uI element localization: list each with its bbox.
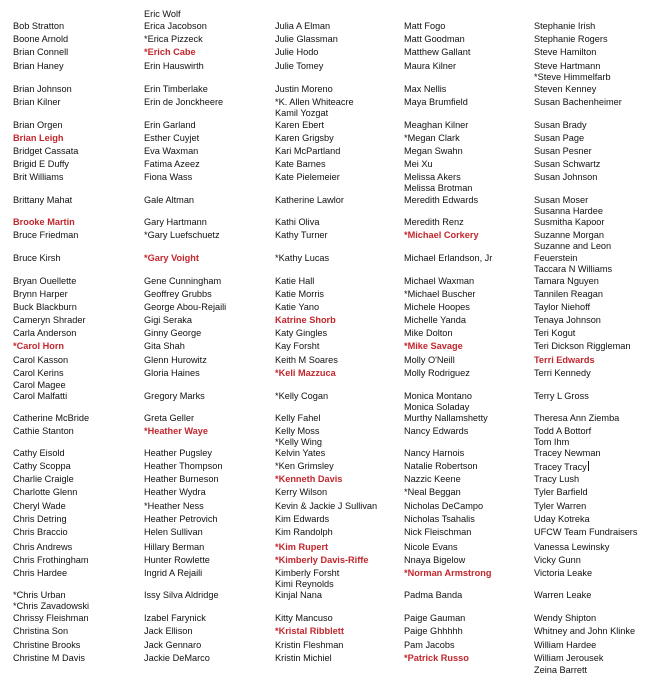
name-entry: Tom Ihm [534, 437, 570, 447]
name-entry: *Neal Beggan [404, 487, 461, 497]
name-entry: Justin Moreno [275, 84, 333, 94]
name-entry: Ginny George [144, 328, 202, 338]
name-entry: Brittany Mahat [13, 195, 73, 205]
name-entry: Bruce Kirsh [13, 253, 61, 263]
name-entry: Greta Geller [144, 413, 195, 423]
name-entry: Padma Banda [404, 590, 463, 600]
name-entry: *Michael Buscher [404, 289, 476, 299]
name-entry: Nazzic Keene [404, 474, 461, 484]
highlighted-name-entry: *Heather Waye [144, 426, 208, 436]
name-entry: Paige Gauman [404, 613, 466, 623]
name-entry: Carol Kerins [13, 368, 64, 378]
name-entry: Vanessa Lewinsky [534, 542, 610, 552]
name-entry: Brian Connell [13, 47, 69, 57]
name-entry: Boone Arnold [13, 34, 69, 44]
highlighted-name-entry: *Erich Cabe [144, 47, 196, 57]
name-entry: Nick Fleischman [404, 527, 472, 537]
name-entry: Paige Ghhhhh [404, 626, 463, 636]
name-entry: Fiona Wass [144, 172, 193, 182]
name-entry: Michele Hoopes [404, 302, 470, 312]
name-entry: Kinjal Nana [275, 590, 322, 600]
name-entry: Matt Goodman [404, 34, 465, 44]
name-entry: Katherine Lawlor [275, 195, 344, 205]
name-entry: Hunter Rowlette [144, 555, 210, 565]
name-entry: Steve Hamilton [534, 47, 597, 57]
name-entry: Cameryn Shrader [13, 315, 86, 325]
highlighted-name-entry: *Gary Voight [144, 253, 199, 263]
name-entry: Tracey Tracy [534, 462, 587, 472]
name-entry: George Abou-Rejaili [144, 302, 227, 312]
name-entry: Maura Kilner [404, 61, 457, 71]
name-entry: Charlie Craigle [13, 474, 74, 484]
name-entry: Gloria Haines [144, 368, 200, 378]
name-entry: Bob Stratton [13, 21, 65, 31]
name-entry: Kristin Fleshman [275, 640, 344, 650]
highlighted-name-entry: Terri Edwards [534, 355, 595, 365]
name-entry: Susan Brady [534, 120, 587, 130]
name-entry: Esther Cuyjet [144, 133, 200, 143]
name-entry: Katy Gingles [275, 328, 328, 338]
name-entry: William Jerousek [534, 653, 604, 663]
name-entry: Nnaya Bigelow [404, 555, 466, 565]
name-entry: Susan Pesner [534, 146, 592, 156]
name-entry: Julie Hodo [275, 47, 319, 57]
name-entry: Tracy Lush [534, 474, 580, 484]
name-entry: Michelle Yanda [404, 315, 466, 325]
name-entry: Tracey Newman [534, 448, 601, 458]
name-entry: Kate Barnes [275, 159, 326, 169]
name-entry: Katie Morris [275, 289, 325, 299]
name-entry: Wendy Shipton [534, 613, 597, 623]
name-entry: Whitney and John Klinke [534, 626, 636, 636]
name-entry: Nicholas Tsahalis [404, 514, 475, 524]
name-entry: Eric Wolf [144, 9, 181, 19]
name-entry: Bryan Ouellette [13, 276, 77, 286]
highlighted-name-entry: Katrine Shorb [275, 315, 336, 325]
name-entry: Erin Garland [144, 120, 196, 130]
highlighted-name-entry: *Mike Savage [404, 341, 463, 351]
name-entry: Brit Williams [13, 172, 64, 182]
name-entry: Glenn Hurowitz [144, 355, 207, 365]
name-entry: Suzanne Morgan [534, 230, 604, 240]
name-entry: Teri Kogut [534, 328, 576, 338]
name-entry: Kim Randolph [275, 527, 333, 537]
name-entry: Gary Hartmann [144, 217, 207, 227]
name-entry: Steven Kenney [534, 84, 597, 94]
name-entry: Tyler Barfield [534, 487, 588, 497]
name-entry: Pam Jacobs [404, 640, 455, 650]
name-entry: *Kelly Wing [275, 437, 322, 447]
name-entry: Brynn Harper [13, 289, 68, 299]
name-entry: *Kathy Lucas [275, 253, 330, 263]
name-entry: Cheryl Wade [13, 501, 66, 511]
name-entry: Meredith Edwards [404, 195, 479, 205]
name-entry: Max Nellis [404, 84, 447, 94]
name-entry: Matthew Gallant [404, 47, 471, 57]
name-entry: Steve Hartmann [534, 61, 601, 71]
name-entry: Cathy Scoppa [13, 461, 71, 471]
name-entry: Julie Glassman [275, 34, 338, 44]
name-entry: *Gary Luefschuetz [144, 230, 220, 240]
name-entry: *Megan Clark [404, 133, 460, 143]
name-entry: UFCW Team Fundraisers [534, 527, 638, 537]
name-entry: Katie Hall [275, 276, 315, 286]
name-entry: Issy Silva Aldridge [144, 590, 219, 600]
name-entry: Kimi Reynolds [275, 579, 334, 589]
name-entry: Megan Swahn [404, 146, 463, 156]
name-entry: Susmitha Kapoor [534, 217, 605, 227]
name-entry: Meaghan Kilner [404, 120, 469, 130]
name-entry: Meredith Renz [404, 217, 464, 227]
name-entry: Kelly Moss [275, 426, 320, 436]
name-entry: Michael Erlandson, Jr [404, 253, 493, 263]
name-entry: Gita Shah [144, 341, 185, 351]
name-entry: Matt Fogo [404, 21, 446, 31]
name-entry: Kristin Michiel [275, 653, 332, 663]
name-entry: Gregory Marks [144, 391, 205, 401]
highlighted-name-entry: *Patrick Russo [404, 653, 469, 663]
highlighted-name-entry: *Norman Armstrong [404, 568, 492, 578]
name-entry: Chris Braccio [13, 527, 68, 537]
name-entry: Erin Hauswirth [144, 61, 204, 71]
name-entry: Brian Orgen [13, 120, 63, 130]
name-entry: *Steve Himmelfarb [534, 72, 611, 82]
name-entry: Jack Gennaro [144, 640, 202, 650]
name-entry: Hillary Berman [144, 542, 205, 552]
name-entry: Stephanie Irish [534, 21, 596, 31]
name-entry: Vicky Gunn [534, 555, 581, 565]
name-entry: Bruce Friedman [13, 230, 79, 240]
name-entry: Kim Edwards [275, 514, 330, 524]
name-entry: Julie Tomey [275, 61, 324, 71]
name-entry: Susan Bachenheimer [534, 97, 622, 107]
name-entry: Izabel Farynick [144, 613, 206, 623]
name-entry: Kate Pielemeier [275, 172, 340, 182]
name-entry: Tamara Nguyen [534, 276, 599, 286]
name-entry: Bridget Cassata [13, 146, 79, 156]
name-entry: Mike Dolton [404, 328, 453, 338]
name-entry: Heather Pugsley [144, 448, 212, 458]
name-entry: Tenaya Johnson [534, 315, 601, 325]
highlighted-name-entry: *Michael Corkery [404, 230, 479, 240]
name-entry: Kathi Oliva [275, 217, 320, 227]
name-entry: Taccara N Williams [534, 264, 613, 274]
name-entry: Brian Kilner [13, 97, 61, 107]
name-entry: Erin Timberlake [144, 84, 208, 94]
name-entry: Kari McPartland [275, 146, 341, 156]
name-entry: Nicole Evans [404, 542, 458, 552]
name-entry: Erin de Jonckheere [144, 97, 224, 107]
name-entry: Taylor Niehoff [534, 302, 591, 312]
name-entry: Michael Waxman [404, 276, 475, 286]
name-entry: *Chris Urban [13, 590, 66, 600]
name-entry: Chris Detring [13, 514, 67, 524]
name-entry: Natalie Robertson [404, 461, 478, 471]
name-entry: Carol Malfatti [13, 391, 68, 401]
name-entry: Nancy Edwards [404, 426, 469, 436]
name-entry: Tannilen Reagan [534, 289, 603, 299]
name-entry: Melissa Brotman [404, 183, 473, 193]
name-entry: Fatima Azeez [144, 159, 200, 169]
name-entry: Jack Ellison [144, 626, 193, 636]
name-entry: Kitty Mancuso [275, 613, 333, 623]
name-entry: Chrissy Fleishman [13, 613, 89, 623]
name-entry: Gene Cunningham [144, 276, 222, 286]
name-entry: Christine M Davis [13, 653, 85, 663]
name-entry: Julia A Elman [275, 21, 331, 31]
name-entry: Geoffrey Grubbs [144, 289, 212, 299]
name-entry: Susan Moser [534, 195, 589, 205]
name-entry: Zeina Barrett [534, 665, 588, 675]
highlighted-name-entry: *Kenneth Davis [275, 474, 343, 484]
name-entry: Brian Haney [13, 61, 64, 71]
name-entry: Suzanne and Leon [534, 241, 612, 251]
highlighted-name-entry: *Kimberly Davis-Riffe [275, 555, 369, 565]
name-entry: Kelvin Yates [275, 448, 326, 458]
highlighted-name-entry: Brooke Martin [13, 217, 75, 227]
name-entry: Carol Magee [13, 380, 66, 390]
name-entry: Kevin & Jackie J Sullivan [275, 501, 378, 511]
name-entry: *Kelly Cogan [275, 391, 329, 401]
name-entry: Susan Page [534, 133, 585, 143]
name-entry: Christina Son [13, 626, 69, 636]
name-entry: Heather Wydra [144, 487, 206, 497]
name-entry: Heather Burneson [144, 474, 219, 484]
name-entry: *Heather Ness [144, 501, 204, 511]
name-entry: *Chris Zavadowski [13, 601, 90, 611]
name-entry: Chris Hardee [13, 568, 68, 578]
name-entry: Monica Montano [404, 391, 472, 401]
name-entry: Catherine McBride [13, 413, 90, 423]
name-entry: Teri Dickson Riggleman [534, 341, 631, 351]
name-entry: Victoria Leake [534, 568, 593, 578]
name-entry: Cathie Stanton [13, 426, 74, 436]
name-entry: Chris Frothingham [13, 555, 89, 565]
name-entry: *Erica Pizzeck [144, 34, 203, 44]
name-entry: Mei Xu [404, 159, 433, 169]
name-entry: Carla Anderson [13, 328, 77, 338]
name-entry: Keith M Soares [275, 355, 338, 365]
name-entry: Christine Brooks [13, 640, 81, 650]
name-entry: Melissa Akers [404, 172, 461, 182]
name-entry: Kerry Wilson [275, 487, 328, 497]
name-entry: Heather Thompson [144, 461, 223, 471]
name-entry: Eva Waxman [144, 146, 199, 156]
name-entry: Karen Ebert [275, 120, 325, 130]
name-entry: Warren Leake [534, 590, 592, 600]
name-entry: Erica Jacobson [144, 21, 207, 31]
name-entry: Brigid E Duffy [13, 159, 69, 169]
name-entry: Katie Yano [275, 302, 320, 312]
name-entry: Jackie DeMarco [144, 653, 210, 663]
name-entry: Buck Blackburn [13, 302, 77, 312]
name-entry: Terri Kennedy [534, 368, 591, 378]
name-entry: Susan Schwartz [534, 159, 601, 169]
highlighted-name-entry: *Kim Rupert [275, 542, 329, 552]
name-entry: Feuerstein [534, 253, 578, 263]
name-entry: Brian Johnson [13, 84, 72, 94]
name-entry: Charlotte Glenn [13, 487, 78, 497]
name-entry: *K. Allen Whiteacre [275, 97, 354, 107]
name-entry: Kamil Yozgat [275, 108, 329, 118]
name-entry: Nancy Harnois [404, 448, 465, 458]
highlighted-name-entry: *Carol Horn [13, 341, 65, 351]
name-entry: Maya Brumfield [404, 97, 468, 107]
name-entry: Terry L Gross [534, 391, 589, 401]
name-entry: Gale Altman [144, 195, 195, 205]
name-entry: Molly Rodriguez [404, 368, 470, 378]
name-entry: William Hardee [534, 640, 597, 650]
name-entry: Karen Grigsby [275, 133, 334, 143]
name-entry: Kathy Turner [275, 230, 328, 240]
highlighted-name-entry: *Keli Mazzuca [275, 368, 336, 378]
name-entry: Molly O'Neill [404, 355, 455, 365]
name-entry: Carol Kasson [13, 355, 69, 365]
name-entry: Murthy Nallamshetty [404, 413, 488, 423]
name-entry: Stephanie Rogers [534, 34, 608, 44]
highlighted-name-entry: *Kristal Ribblett [275, 626, 344, 636]
name-entry: Chris Andrews [13, 542, 73, 552]
name-entry: Heather Petrovich [144, 514, 218, 524]
name-entry: Susan Johnson [534, 172, 598, 182]
name-entry: Tyler Warren [534, 501, 587, 511]
name-entry: Todd A Bottorf [534, 426, 592, 436]
name-entry: Nicholas DeCampo [404, 501, 484, 511]
name-entry: Cathy Eisold [13, 448, 65, 458]
highlighted-name-entry: Brian Leigh [13, 133, 64, 143]
name-entry: Kay Forsht [275, 341, 320, 351]
name-entry: Monica Soladay [404, 402, 470, 412]
name-entry: Gigi Seraka [144, 315, 193, 325]
name-entry: Helen Sullivan [144, 527, 203, 537]
name-entry: Theresa Ann Ziemba [534, 413, 620, 423]
name-entry: *Ken Grimsley [275, 461, 334, 471]
name-entry: Susanna Hardee [534, 206, 603, 216]
name-entry: Kimberly Forsht [275, 568, 340, 578]
name-entry: Ingrid A Rejaili [144, 568, 203, 578]
name-entry: Uday Kotreka [534, 514, 590, 524]
name-entry: Kelly Fahel [275, 413, 321, 423]
